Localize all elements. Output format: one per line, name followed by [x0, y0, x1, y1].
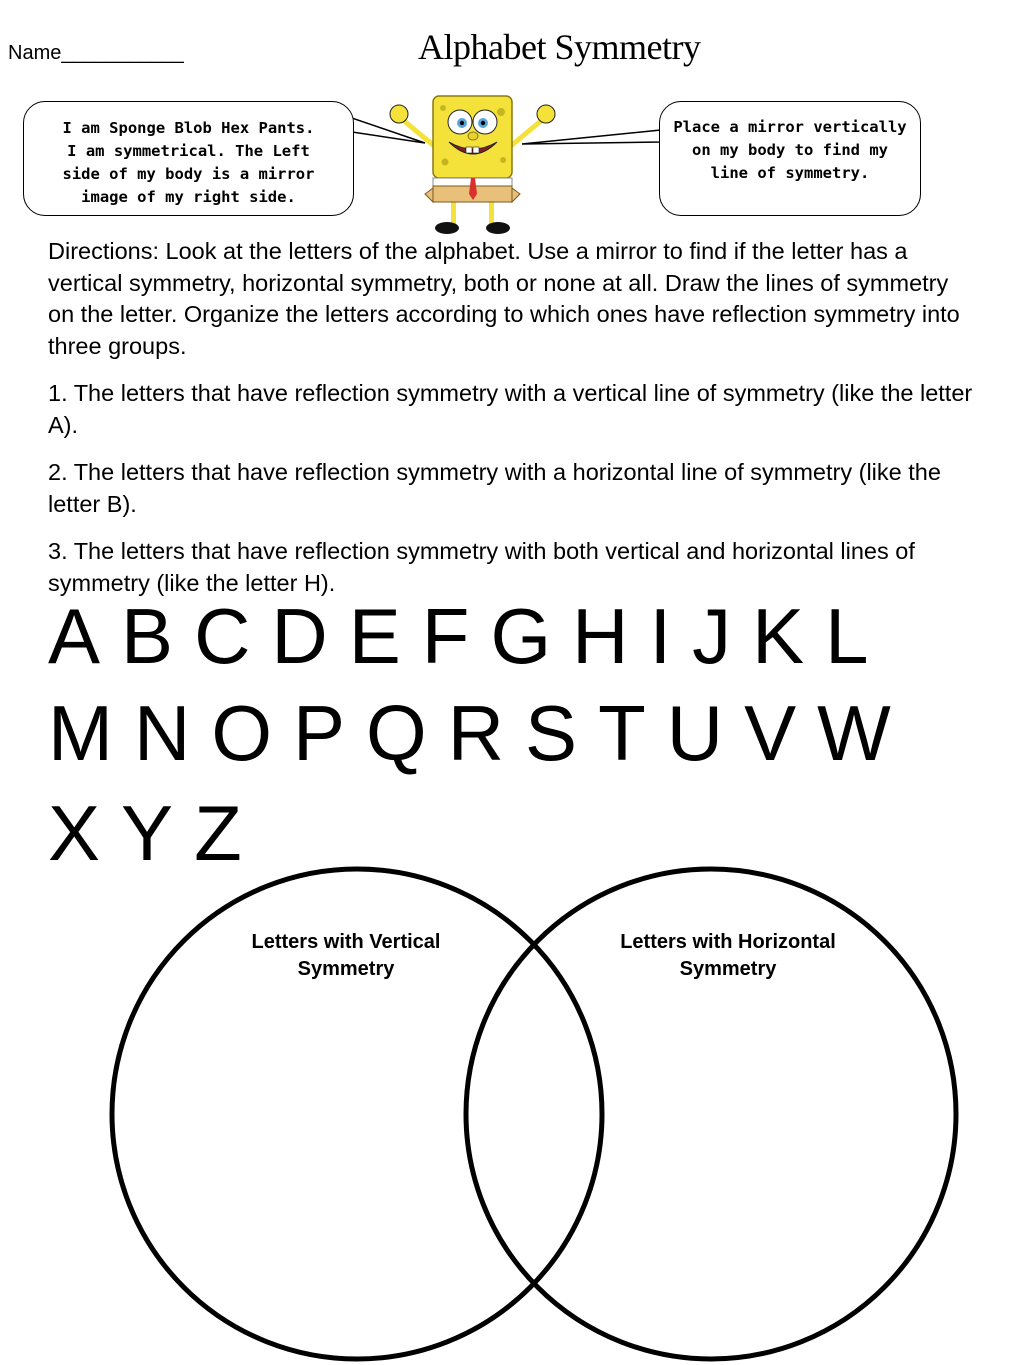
instruction-item-2: 2. The letters that have reflection symmetry with a horizontal line of symmetry (like the letter B). [48, 459, 941, 517]
left-arm [403, 120, 433, 145]
letter: Z [194, 789, 242, 877]
left-shoe [435, 222, 459, 234]
letter: H [572, 592, 629, 680]
bubble-right-line: line of symmetry. [710, 164, 870, 182]
sponge-character-icon [385, 90, 560, 238]
instruction-item-1: 1. The letters that have reflection symmetry with a vertical line of symmetry (like the letter A). [48, 380, 973, 438]
venn-label-line: Letters with Vertical [251, 931, 441, 953]
directions-block [48, 236, 978, 615]
letter: A [48, 592, 101, 680]
venn-diagram [0, 860, 1024, 1365]
letter: J [692, 592, 732, 680]
bubble-right-line: on my body to find my [692, 141, 888, 159]
alphabet-row-2 [48, 689, 912, 777]
bubble-left-line: I am Sponge Blob Hex Pants. [62, 119, 315, 137]
letter: K [752, 592, 805, 680]
letter: T [598, 689, 646, 777]
letter: R [447, 689, 505, 777]
speech-bubble-left [23, 101, 354, 216]
letter: W [817, 689, 891, 777]
right-leg [489, 202, 494, 224]
letter: O [211, 689, 272, 777]
left-leg [451, 202, 456, 224]
letter: M [48, 689, 113, 777]
letter: P [293, 689, 346, 777]
letter: Y [121, 789, 174, 877]
name-field-label: Name___________ [8, 42, 184, 64]
venn-label-line: Letters with Horizontal [620, 931, 836, 953]
letter: F [421, 592, 470, 680]
letter: N [133, 689, 191, 777]
venn-label-line: Symmetry [297, 958, 395, 980]
right-shoe [486, 222, 510, 234]
letter: G [490, 592, 552, 680]
letter: Q [366, 689, 427, 777]
left-hand [390, 105, 408, 123]
letter: E [348, 592, 401, 680]
page-title: Alphabet Symmetry [418, 27, 701, 67]
venn-label-line: Symmetry [679, 958, 777, 980]
letter: B [121, 592, 174, 680]
venn-label-horizontal [597, 929, 859, 983]
directions-text: Directions: Look at the letters of the alphabet. Use a mirror to find if the letter has a vertical symmetry, horizontal symmetry, both or none at all. Draw the lines of symmetry on the letter. Organize the letters according to which ones have reflection symmetry into three groups. [48, 238, 960, 359]
nose [468, 132, 478, 140]
letter: U [666, 689, 724, 777]
bubble-left-line: image of my right side. [81, 188, 296, 206]
alphabet-row-1 [48, 592, 890, 680]
right-hand [537, 105, 555, 123]
letter: S [525, 689, 578, 777]
letter: V [744, 689, 797, 777]
instruction-item-3: 3. The letters that have reflection symmetry with both vertical and horizontal lines of symmetry (like the letter H). [48, 538, 915, 596]
letter: C [194, 592, 251, 680]
venn-label-vertical [216, 929, 476, 983]
letter: X [48, 789, 101, 877]
bubble-left-line: I am symmetrical. The Left [67, 142, 310, 160]
bubble-right-line: Place a mirror vertically [673, 118, 907, 136]
letter: I [649, 592, 672, 680]
speech-bubble-right [659, 101, 921, 216]
letter: L [825, 592, 869, 680]
right-arm [512, 120, 542, 145]
letter: D [271, 592, 328, 680]
bubble-left-line: side of my body is a mirror [62, 165, 315, 183]
